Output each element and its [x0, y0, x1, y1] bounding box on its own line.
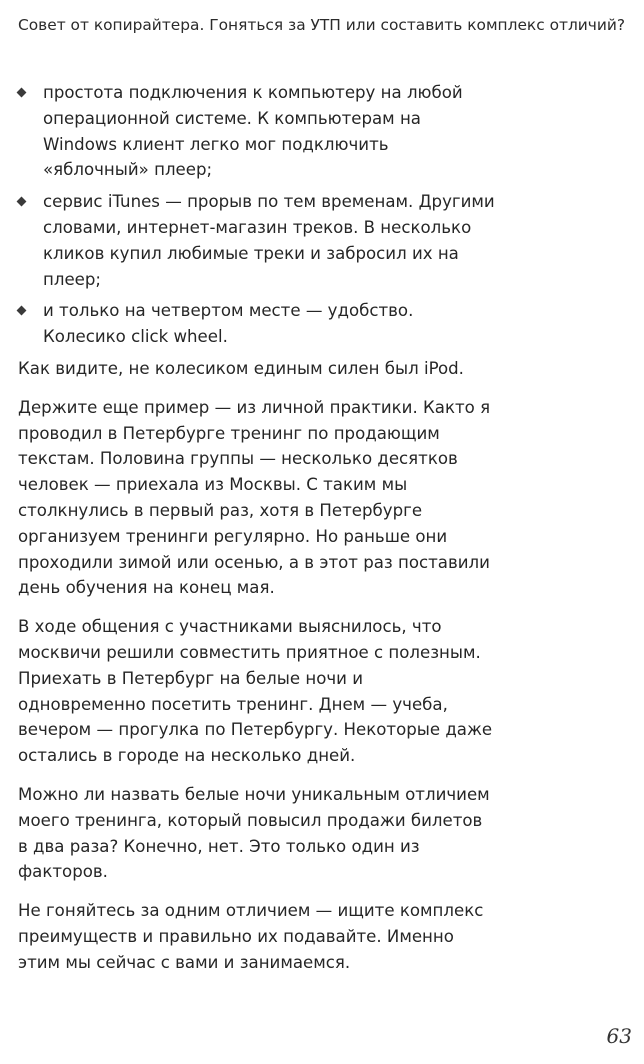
body-paragraph: Как видите, не колесиком единым силен был iPod.	[18, 358, 464, 378]
body-paragraph: В ходе общения с участниками выяснилось, что москвичи решили совместить приятное с полезным. Приехать в Петербург на белые ночи и одновременно посетить тренинг. Днем — учеба, вечером — прогулка по Петербургу. Некоторые даже остались в городе на несколько дней.	[18, 617, 493, 766]
running-title: Совет от копирайтера. Гоняться за УТП или составить комплекс отличий?	[18, 16, 626, 34]
body-paragraph: Не гоняйтесь за одним отличием — ищите комплекс преимуществ и правильно их подавайте. Именно этим мы сейчас с вами и занимаемся.	[18, 901, 484, 972]
page-number: 63	[606, 1024, 632, 1048]
list-item-text: простота подключения к компьютеру на любой операционной системе. К компьютерам на Windows клиент легко мог подключить «яблочный» плеер;	[43, 83, 463, 180]
page-header	[18, 14, 638, 36]
diamond-bullet-icon	[17, 197, 27, 207]
body-paragraph: Можно ли назвать белые ночи уникальным отличием моего тренинга, который повысил продажи билетов в два раза? Конечно, нет. Это только один из факторов.	[18, 784, 490, 882]
list-item	[18, 298, 496, 350]
bullet-list	[18, 80, 496, 350]
diamond-bullet-icon	[17, 88, 27, 98]
diamond-bullet-icon	[17, 306, 27, 316]
page-content	[18, 80, 496, 989]
list-item-text: сервис iTunes — прорыв по тем временам. Другими словами, интернет-магазин треков. В несколько кликов купил любимые треки и забросил их на плеер;	[43, 192, 495, 289]
list-item-text: и только на четвертом месте — удобство. Колесико click wheel.	[43, 301, 414, 347]
list-item	[18, 189, 496, 292]
list-item	[18, 80, 496, 183]
body-paragraph: Держите еще пример — из личной практики. Както я проводил в Петербурге тренинг по продающим текстам. Половина группы — несколько десятков человек — приехала из Москвы. С таким мы столкнулись в первый раз, хотя в Петербурге организуем тренинги регулярно. Но раньше они проходили зимой или осенью, а в этот раз поставили день обучения на конец мая.	[18, 397, 491, 598]
